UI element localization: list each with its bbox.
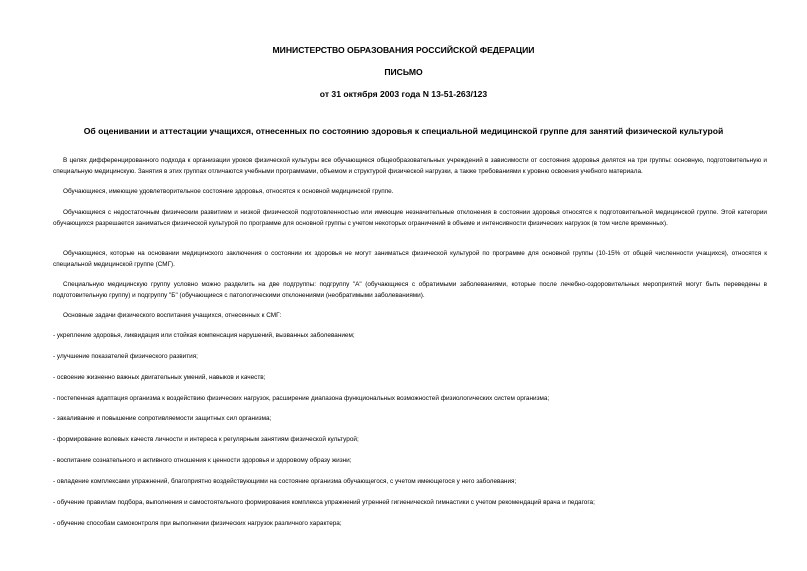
list-item: - укрепление здоровья, ликвидация или стойкая компенсация нарушений, вызванных заболеванием; [53, 332, 355, 339]
paragraph-main-group: Обучающиеся, имеющие удовлетворительное состояние здоровья, относятся к основной медицинской группе. [63, 188, 394, 195]
list-item: - воспитание сознательного и активного отношения к ценности здоровья и здоровому образу жизни; [53, 457, 352, 464]
document-title: Об оценивании и аттестации учащихся, отнесенных по состоянию здоровья к специальной медицинской группе для занятий физической культурой [83, 126, 724, 136]
document-type: ПИСЬМО [384, 67, 423, 77]
list-item: - обучение правилам подбора, выполнения и самостоятельного формирования комплекса упражнений утренней гигиенической гимнастики с учетом рекомендаций врача и педагога; [53, 499, 595, 506]
document-date-number: от 31 октября 2003 года N 13-51-263/123 [319, 89, 488, 99]
list-item: - освоение жизненно важных двигательных умений, навыков и качеств; [53, 374, 266, 381]
paragraph-subgroups: Специальную медицинскую группу условно можно разделить на две подгруппы: подгруппу "А" (обучающиеся с обратимыми заболеваниями, которые после лечебно-оздоровительных мероприятий могут быть переведены в подготовительную группу) и подгруппу "Б" (обучающиеся с патологическими отклонениями (необратимыми заболеваниями). [53, 281, 767, 299]
paragraph-groups-intro: В целях дифференцированного подхода к организации уроков физической культуры все обучающиеся общеобразовательных учреждений в зависимости от состояния здоровья делятся на три группы: основную, подготовительную и специальную медицинскую. Занятия в этих группах отличаются учебными программами, объемом и структурой физической нагрузки, а также требованиями к уровню освоения учебного материала. [53, 157, 767, 175]
list-item: - овладение комплексами упражнений, благоприятно воздействующими на состояние организма обучающегося, с учетом имеющегося у него заболевания; [53, 478, 517, 485]
paragraph-special-group: Обучающиеся, которые на основании медицинского заключения о состоянии их здоровья не могут заниматься физической культурой по программе для основной группы (10-15% от общей численности учащихся), относятся к специальной медицинской группе (СМГ). [53, 250, 767, 268]
list-item: - постепенная адаптация организма к воздействию физических нагрузок, расширение диапазона функциональных возможностей физиологических систем организма; [53, 395, 550, 402]
paragraph-tasks-heading: Основные задачи физического воспитания учащихся, отнесенных к СМГ: [63, 312, 282, 319]
list-item: - улучшение показателей физического развития; [53, 353, 198, 360]
ministry-heading: МИНИСТЕРСТВО ОБРАЗОВАНИЯ РОССИЙСКОЙ ФЕДЕРАЦИИ [272, 45, 535, 55]
list-item: - закаливание и повышение сопротивляемости защитных сил организма; [53, 415, 272, 422]
paragraph-preparatory-group: Обучающиеся с недостаточным физическим развитием и низкой физической подготовленностью или имеющие незначительные отклонения в состоянии здоровья относятся к подготовительной медицинской группе. Этой категории обучающихся разрешается заниматься физической культурой по программе для основной группы с учетом некоторых ограничений в объеме и интенсивности физических нагрузок (в том числе временных). [53, 209, 767, 227]
list-item: - обучение способам самоконтроля при выполнении физических нагрузок различного характера; [53, 520, 342, 527]
list-item: - формирование волевых качеств личности и интереса к регулярным занятиям физической культурой; [53, 436, 359, 443]
